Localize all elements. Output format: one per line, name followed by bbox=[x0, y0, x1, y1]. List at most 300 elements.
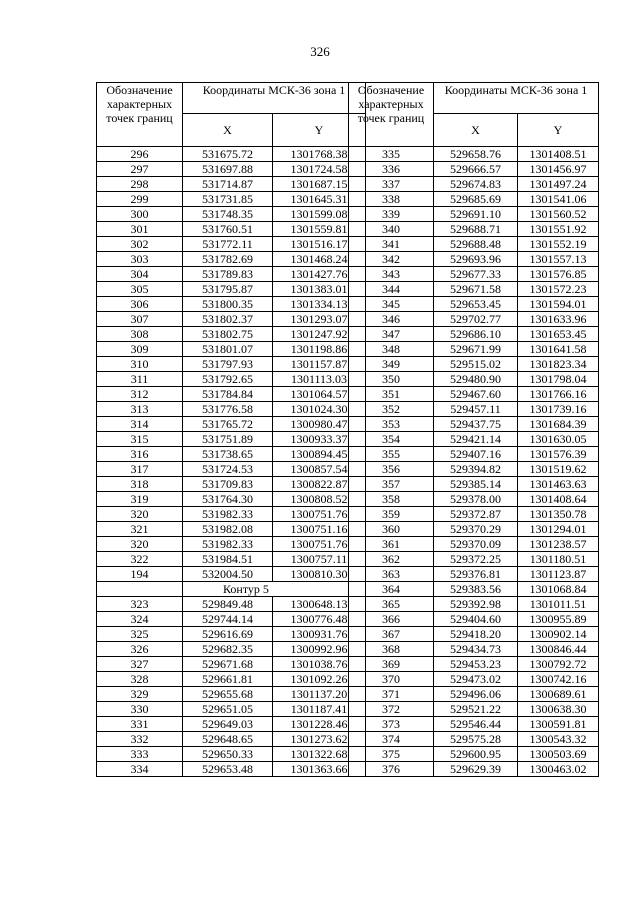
point-id: 331 bbox=[97, 717, 183, 732]
y-value: 1300792.72 bbox=[518, 657, 599, 672]
x-value: 529671.99 bbox=[434, 342, 518, 357]
x-value: 529677.33 bbox=[434, 267, 518, 282]
x-value: 531709.83 bbox=[183, 477, 273, 492]
y-value: 1300689.61 bbox=[518, 687, 599, 702]
table-row bbox=[349, 237, 599, 252]
table-row bbox=[97, 237, 366, 252]
y-value: 1301456.97 bbox=[518, 162, 599, 177]
y-value: 1301038.76 bbox=[273, 657, 366, 672]
y-value: 1301350.78 bbox=[518, 507, 599, 522]
x-value: 529650.33 bbox=[183, 747, 273, 762]
table-row bbox=[349, 252, 599, 267]
table-row bbox=[349, 687, 599, 702]
x-value: 531802.75 bbox=[183, 327, 273, 342]
point-id: 351 bbox=[349, 387, 434, 402]
x-value: 529515.02 bbox=[434, 357, 518, 372]
coords-header: Координаты МСК-36 зона 1 bbox=[183, 83, 366, 114]
x-value: 531789.83 bbox=[183, 267, 273, 282]
x-value: 529648.65 bbox=[183, 732, 273, 747]
point-id: 328 bbox=[97, 672, 183, 687]
table-row bbox=[349, 462, 599, 477]
table-row bbox=[97, 207, 366, 222]
y-value: 1301187.41 bbox=[273, 702, 366, 717]
table-row bbox=[97, 267, 366, 282]
y-value: 1301739.16 bbox=[518, 402, 599, 417]
table-row bbox=[97, 177, 366, 192]
x-value: 531984.51 bbox=[183, 552, 273, 567]
x-value: 529385.14 bbox=[434, 477, 518, 492]
table-row bbox=[97, 147, 366, 162]
y-value: 1300980.47 bbox=[273, 417, 366, 432]
x-value: 529407.16 bbox=[434, 447, 518, 462]
table-row bbox=[349, 387, 599, 402]
point-id: 326 bbox=[97, 642, 183, 657]
coordinates-table-right bbox=[348, 82, 599, 777]
point-id: 374 bbox=[349, 732, 434, 747]
table-row bbox=[349, 192, 599, 207]
x-value: 529629.39 bbox=[434, 762, 518, 777]
y-value: 1301064.57 bbox=[273, 387, 366, 402]
y-value: 1300902.14 bbox=[518, 627, 599, 642]
x-value: 531982.33 bbox=[183, 537, 273, 552]
x-value: 531724.53 bbox=[183, 462, 273, 477]
point-id: 357 bbox=[349, 477, 434, 492]
table-row bbox=[97, 222, 366, 237]
y-value: 1300808.52 bbox=[273, 492, 366, 507]
point-id: 342 bbox=[349, 252, 434, 267]
y-value: 1301559.81 bbox=[273, 222, 366, 237]
y-value: 1300810.30 bbox=[273, 567, 366, 582]
point-id: 343 bbox=[349, 267, 434, 282]
y-value: 1300955.89 bbox=[518, 612, 599, 627]
left-rows-contour bbox=[97, 597, 366, 777]
point-id: 334 bbox=[97, 762, 183, 777]
table-row bbox=[349, 567, 599, 582]
table-row bbox=[97, 402, 366, 417]
y-value: 1300776.48 bbox=[273, 612, 366, 627]
y-value: 1300648.13 bbox=[273, 597, 366, 612]
x-value: 531776.58 bbox=[183, 402, 273, 417]
y-value: 1300638.30 bbox=[518, 702, 599, 717]
header-row bbox=[97, 83, 366, 114]
table-row bbox=[349, 417, 599, 432]
header-row bbox=[349, 83, 599, 114]
point-id: 311 bbox=[97, 372, 183, 387]
point-id: 327 bbox=[97, 657, 183, 672]
table-row bbox=[349, 372, 599, 387]
y-value: 1301427.76 bbox=[273, 267, 366, 282]
x-value: 529370.09 bbox=[434, 537, 518, 552]
point-id: 366 bbox=[349, 612, 434, 627]
x-value: 529418.20 bbox=[434, 627, 518, 642]
y-value: 1301137.20 bbox=[273, 687, 366, 702]
y-value: 1301519.62 bbox=[518, 462, 599, 477]
y-value: 1301273.62 bbox=[273, 732, 366, 747]
point-id: 319 bbox=[97, 492, 183, 507]
y-value: 1301497.24 bbox=[518, 177, 599, 192]
x-value: 529688.48 bbox=[434, 237, 518, 252]
table-row bbox=[97, 507, 366, 522]
table-row bbox=[349, 642, 599, 657]
point-id: 296 bbox=[97, 147, 183, 162]
right-rows bbox=[349, 147, 599, 777]
table-row bbox=[349, 342, 599, 357]
x-value: 531801.07 bbox=[183, 342, 273, 357]
y-value: 1300931.76 bbox=[273, 627, 366, 642]
table-row bbox=[349, 312, 599, 327]
x-value: 531982.08 bbox=[183, 522, 273, 537]
x-value: 529575.28 bbox=[434, 732, 518, 747]
point-id: 335 bbox=[349, 147, 434, 162]
table-row bbox=[97, 552, 366, 567]
table-row bbox=[97, 327, 366, 342]
table-row bbox=[349, 357, 599, 372]
point-id: 333 bbox=[97, 747, 183, 762]
y-value: 1301768.38 bbox=[273, 147, 366, 162]
table-row bbox=[97, 732, 366, 747]
x-value: 529653.45 bbox=[434, 297, 518, 312]
table-row bbox=[349, 582, 599, 597]
point-id: 301 bbox=[97, 222, 183, 237]
point-id: 317 bbox=[97, 462, 183, 477]
x-value: 529434.73 bbox=[434, 642, 518, 657]
table-row bbox=[97, 747, 366, 762]
y-value: 1301408.51 bbox=[518, 147, 599, 162]
y-value: 1301684.39 bbox=[518, 417, 599, 432]
y-value: 1300857.54 bbox=[273, 462, 366, 477]
y-value: 1301092.26 bbox=[273, 672, 366, 687]
point-id: 365 bbox=[349, 597, 434, 612]
table-row bbox=[349, 402, 599, 417]
y-value: 1300742.16 bbox=[518, 672, 599, 687]
point-id: 367 bbox=[349, 627, 434, 642]
point-id: 298 bbox=[97, 177, 183, 192]
y-header: Y bbox=[273, 114, 366, 147]
x-value: 529671.58 bbox=[434, 282, 518, 297]
y-value: 1301294.01 bbox=[518, 522, 599, 537]
y-value: 1300463.02 bbox=[518, 762, 599, 777]
point-id: 371 bbox=[349, 687, 434, 702]
point-id: 361 bbox=[349, 537, 434, 552]
y-value: 1301024.30 bbox=[273, 402, 366, 417]
y-value: 1301594.01 bbox=[518, 297, 599, 312]
point-id: 345 bbox=[349, 297, 434, 312]
point-id: 346 bbox=[349, 312, 434, 327]
y-value: 1301560.52 bbox=[518, 207, 599, 222]
y-value: 1300503.69 bbox=[518, 747, 599, 762]
point-id: 300 bbox=[97, 207, 183, 222]
x-header: X bbox=[183, 114, 273, 147]
x-value: 531784.84 bbox=[183, 387, 273, 402]
point-id: 297 bbox=[97, 162, 183, 177]
table-row bbox=[349, 297, 599, 312]
point-id: 355 bbox=[349, 447, 434, 462]
y-value: 1301198.86 bbox=[273, 342, 366, 357]
designation-header: Обозначение характерных точек границ bbox=[349, 83, 434, 147]
y-value: 1301113.03 bbox=[273, 372, 366, 387]
y-header: Y bbox=[518, 114, 599, 147]
point-id: 316 bbox=[97, 447, 183, 462]
point-id: 314 bbox=[97, 417, 183, 432]
x-value: 529370.29 bbox=[434, 522, 518, 537]
point-id: 347 bbox=[349, 327, 434, 342]
designation-header: Обозначение характерных точек границ bbox=[97, 83, 183, 147]
table-row bbox=[349, 507, 599, 522]
x-value: 531765.72 bbox=[183, 417, 273, 432]
table-row bbox=[349, 537, 599, 552]
table-row bbox=[349, 267, 599, 282]
table-row bbox=[349, 717, 599, 732]
point-id: 303 bbox=[97, 252, 183, 267]
point-id: 338 bbox=[349, 192, 434, 207]
table-row bbox=[97, 597, 366, 612]
table-row bbox=[97, 297, 366, 312]
table-row bbox=[349, 207, 599, 222]
table-row bbox=[349, 282, 599, 297]
y-value: 1301599.08 bbox=[273, 207, 366, 222]
y-value: 1301576.85 bbox=[518, 267, 599, 282]
point-id: 360 bbox=[349, 522, 434, 537]
x-value: 529649.03 bbox=[183, 717, 273, 732]
point-id: 375 bbox=[349, 747, 434, 762]
y-value: 1301724.58 bbox=[273, 162, 366, 177]
point-id: 370 bbox=[349, 672, 434, 687]
y-value: 1300894.45 bbox=[273, 447, 366, 462]
coords-header: Координаты МСК-36 зона 1 bbox=[434, 83, 599, 114]
y-value: 1301463.63 bbox=[518, 477, 599, 492]
x-value: 529693.96 bbox=[434, 252, 518, 267]
y-value: 1300751.16 bbox=[273, 522, 366, 537]
contour-label: Контур 5 bbox=[183, 582, 366, 597]
table-row bbox=[97, 672, 366, 687]
y-value: 1301633.96 bbox=[518, 312, 599, 327]
point-id: 321 bbox=[97, 522, 183, 537]
y-value: 1301157.87 bbox=[273, 357, 366, 372]
point-id: 363 bbox=[349, 567, 434, 582]
y-value: 1301068.84 bbox=[518, 582, 599, 597]
point-id: 372 bbox=[349, 702, 434, 717]
y-value: 1300751.76 bbox=[273, 537, 366, 552]
page-number: 326 bbox=[310, 44, 330, 59]
table-row bbox=[97, 612, 366, 627]
x-value: 529666.57 bbox=[434, 162, 518, 177]
y-value: 1301630.05 bbox=[518, 432, 599, 447]
x-value: 529682.35 bbox=[183, 642, 273, 657]
point-id: 364 bbox=[349, 582, 434, 597]
y-value: 1301823.34 bbox=[518, 357, 599, 372]
table-row bbox=[97, 282, 366, 297]
table-row bbox=[97, 432, 366, 447]
point-id: 323 bbox=[97, 597, 183, 612]
x-value: 529437.75 bbox=[434, 417, 518, 432]
table-row bbox=[349, 552, 599, 567]
point-id: 348 bbox=[349, 342, 434, 357]
x-value: 531782.69 bbox=[183, 252, 273, 267]
table-row bbox=[97, 372, 366, 387]
x-value: 529457.11 bbox=[434, 402, 518, 417]
x-value: 529744.14 bbox=[183, 612, 273, 627]
y-value: 1300757.11 bbox=[273, 552, 366, 567]
y-value: 1301334.13 bbox=[273, 297, 366, 312]
y-value: 1300751.76 bbox=[273, 507, 366, 522]
point-id: 336 bbox=[349, 162, 434, 177]
point-id: 302 bbox=[97, 237, 183, 252]
table-row bbox=[97, 702, 366, 717]
x-value: 531738.65 bbox=[183, 447, 273, 462]
table-row bbox=[97, 762, 366, 777]
y-value: 1301247.92 bbox=[273, 327, 366, 342]
x-value: 532004.50 bbox=[183, 567, 273, 582]
x-value: 529467.60 bbox=[434, 387, 518, 402]
x-header: X bbox=[434, 114, 518, 147]
y-value: 1301238.57 bbox=[518, 537, 599, 552]
table-row bbox=[349, 162, 599, 177]
x-value: 531792.65 bbox=[183, 372, 273, 387]
table-row bbox=[97, 477, 366, 492]
y-value: 1301766.16 bbox=[518, 387, 599, 402]
table-row bbox=[97, 312, 366, 327]
table-row bbox=[349, 612, 599, 627]
x-value: 529496.06 bbox=[434, 687, 518, 702]
x-value: 529686.10 bbox=[434, 327, 518, 342]
table-row bbox=[349, 597, 599, 612]
table-row bbox=[97, 462, 366, 477]
point-id: 315 bbox=[97, 432, 183, 447]
x-value: 529394.82 bbox=[434, 462, 518, 477]
x-value: 529600.95 bbox=[434, 747, 518, 762]
x-value: 529383.56 bbox=[434, 582, 518, 597]
table-row bbox=[97, 192, 366, 207]
x-value: 529453.23 bbox=[434, 657, 518, 672]
x-value: 529378.00 bbox=[434, 492, 518, 507]
y-value: 1301363.66 bbox=[273, 762, 366, 777]
y-value: 1300543.32 bbox=[518, 732, 599, 747]
point-id: 304 bbox=[97, 267, 183, 282]
y-value: 1301468.24 bbox=[273, 252, 366, 267]
x-value: 529372.25 bbox=[434, 552, 518, 567]
point-id: 376 bbox=[349, 762, 434, 777]
y-value: 1300822.87 bbox=[273, 477, 366, 492]
y-value: 1301383.01 bbox=[273, 282, 366, 297]
point-id: 330 bbox=[97, 702, 183, 717]
y-value: 1301572.23 bbox=[518, 282, 599, 297]
table-row bbox=[349, 732, 599, 747]
point-id: 309 bbox=[97, 342, 183, 357]
x-value: 531760.51 bbox=[183, 222, 273, 237]
y-value: 1301516.17 bbox=[273, 237, 366, 252]
contour-section bbox=[97, 582, 366, 597]
point-id: 308 bbox=[97, 327, 183, 342]
table-row bbox=[97, 162, 366, 177]
point-id: 362 bbox=[349, 552, 434, 567]
table-row bbox=[349, 222, 599, 237]
x-value: 529661.81 bbox=[183, 672, 273, 687]
x-value: 529372.87 bbox=[434, 507, 518, 522]
point-id: 299 bbox=[97, 192, 183, 207]
y-value: 1301687.15 bbox=[273, 177, 366, 192]
point-id: 339 bbox=[349, 207, 434, 222]
point-id: 373 bbox=[349, 717, 434, 732]
x-value: 529849.48 bbox=[183, 597, 273, 612]
x-value: 529702.77 bbox=[434, 312, 518, 327]
x-value: 529480.90 bbox=[434, 372, 518, 387]
table-row bbox=[97, 687, 366, 702]
point-id: 359 bbox=[349, 507, 434, 522]
table-row bbox=[349, 762, 599, 777]
point-id: 368 bbox=[349, 642, 434, 657]
x-value: 529685.69 bbox=[434, 192, 518, 207]
x-value: 529421.14 bbox=[434, 432, 518, 447]
x-value: 529674.83 bbox=[434, 177, 518, 192]
x-value: 531802.37 bbox=[183, 312, 273, 327]
contour-row bbox=[97, 582, 366, 597]
table-row bbox=[97, 417, 366, 432]
point-id: 324 bbox=[97, 612, 183, 627]
y-value: 1301552.19 bbox=[518, 237, 599, 252]
y-value: 1300591.81 bbox=[518, 717, 599, 732]
table-row bbox=[97, 627, 366, 642]
point-id: 337 bbox=[349, 177, 434, 192]
x-value: 529658.76 bbox=[434, 147, 518, 162]
point-id: 350 bbox=[349, 372, 434, 387]
table-row bbox=[97, 642, 366, 657]
point-id: 307 bbox=[97, 312, 183, 327]
x-value: 529691.10 bbox=[434, 207, 518, 222]
point-id: 306 bbox=[97, 297, 183, 312]
table-row bbox=[97, 357, 366, 372]
table-row bbox=[97, 342, 366, 357]
table-row bbox=[97, 252, 366, 267]
x-value: 529616.69 bbox=[183, 627, 273, 642]
point-id: 194 bbox=[97, 567, 183, 582]
point-id: 352 bbox=[349, 402, 434, 417]
point-id: 354 bbox=[349, 432, 434, 447]
table-row bbox=[349, 702, 599, 717]
y-value: 1301408.64 bbox=[518, 492, 599, 507]
x-value: 531764.30 bbox=[183, 492, 273, 507]
point-id: 349 bbox=[349, 357, 434, 372]
x-value: 529655.68 bbox=[183, 687, 273, 702]
point-id: 358 bbox=[349, 492, 434, 507]
point-id: 318 bbox=[97, 477, 183, 492]
x-value: 531800.35 bbox=[183, 297, 273, 312]
x-value: 531751.89 bbox=[183, 432, 273, 447]
point-id: 356 bbox=[349, 462, 434, 477]
y-value: 1301653.45 bbox=[518, 327, 599, 342]
table-row bbox=[349, 477, 599, 492]
y-value: 1300933.37 bbox=[273, 432, 366, 447]
y-value: 1301293.07 bbox=[273, 312, 366, 327]
y-value: 1301557.13 bbox=[518, 252, 599, 267]
point-id: 305 bbox=[97, 282, 183, 297]
table-row bbox=[349, 147, 599, 162]
table-row bbox=[97, 447, 366, 462]
y-value: 1300846.44 bbox=[518, 642, 599, 657]
left-rows bbox=[97, 147, 366, 582]
table-row bbox=[349, 747, 599, 762]
point-id: 340 bbox=[349, 222, 434, 237]
x-value: 531797.93 bbox=[183, 357, 273, 372]
y-value: 1301180.51 bbox=[518, 552, 599, 567]
x-value: 531772.11 bbox=[183, 237, 273, 252]
point-id: 344 bbox=[349, 282, 434, 297]
point-id: 320 bbox=[97, 507, 183, 522]
y-value: 1301011.51 bbox=[518, 597, 599, 612]
point-id: 310 bbox=[97, 357, 183, 372]
table-row bbox=[97, 567, 366, 582]
y-value: 1301551.92 bbox=[518, 222, 599, 237]
table-row bbox=[349, 522, 599, 537]
